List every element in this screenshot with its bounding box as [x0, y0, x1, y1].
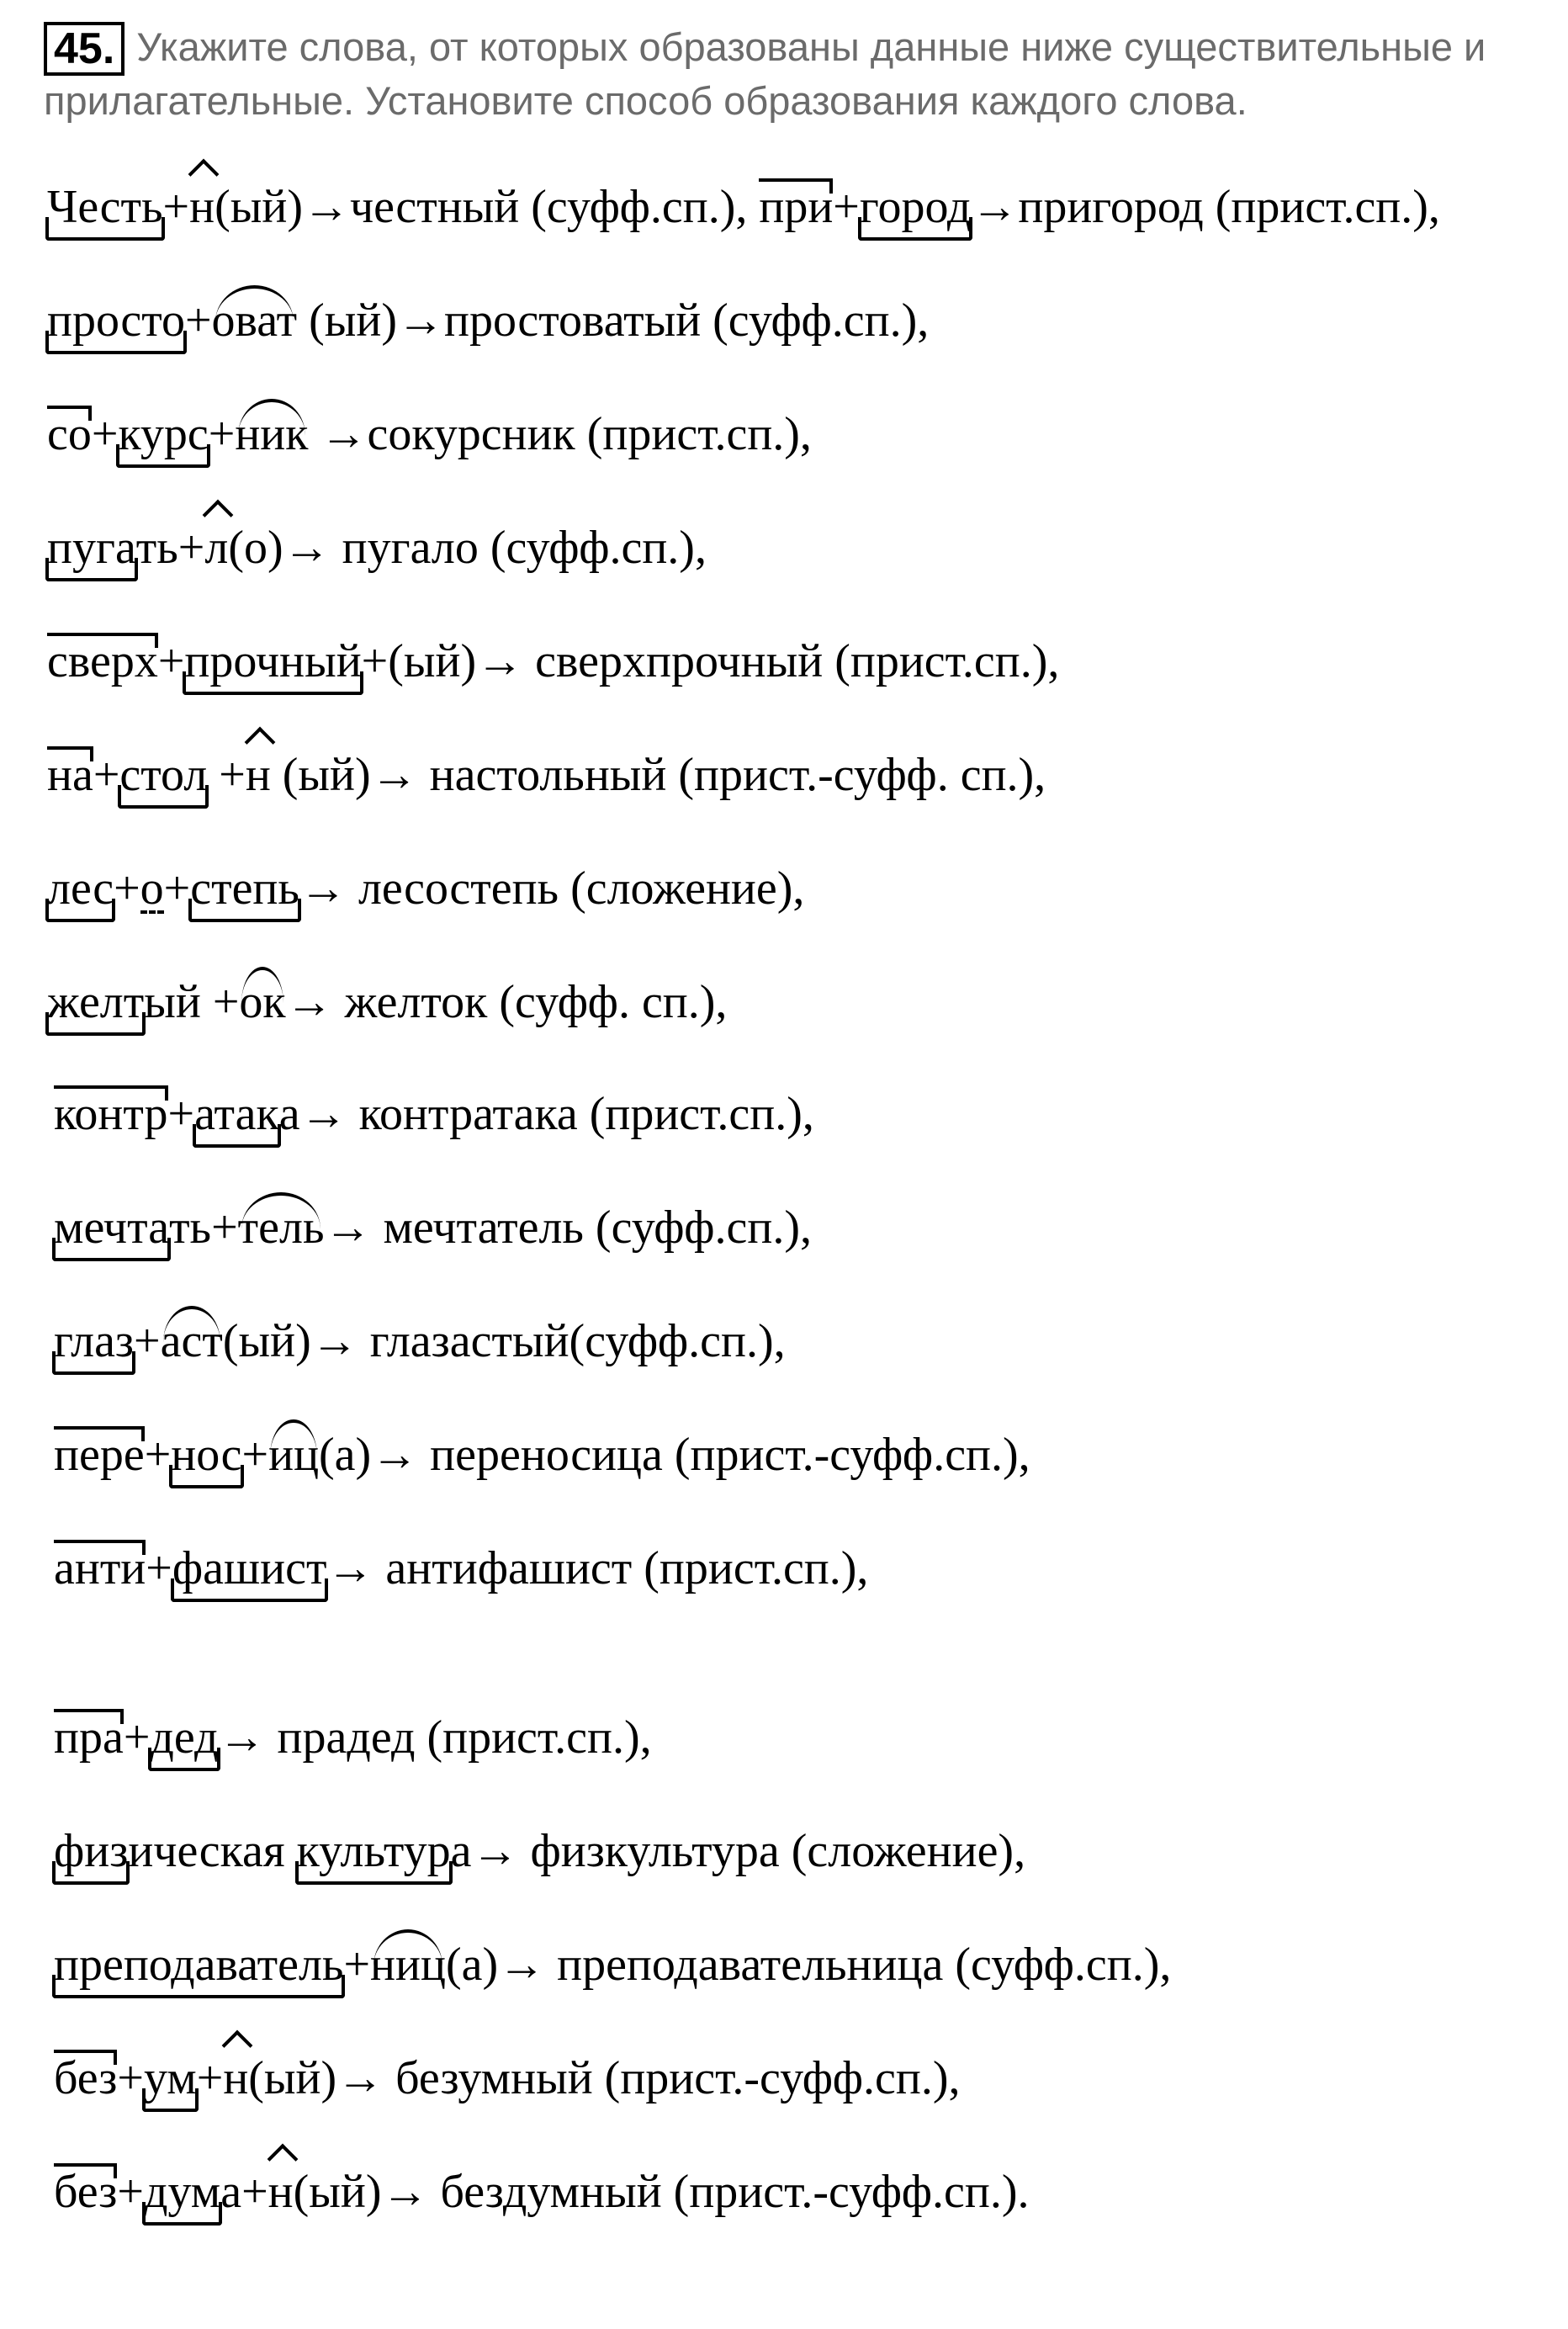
prefix: сверх	[47, 635, 158, 687]
suffix: ник	[235, 408, 309, 460]
root: стол	[119, 749, 208, 801]
root: прочный	[184, 635, 362, 687]
root: город	[859, 181, 972, 233]
prefix: контр	[54, 1088, 168, 1140]
derivation-line-18: без+дума+н(ый)→ бездумный (прист.-суфф.сп.).	[54, 2166, 1030, 2218]
prefix: пра	[54, 1711, 124, 1764]
derivation-line-9: контр+атака→ контратака (прист.сп.),	[54, 1088, 814, 1140]
root: атак	[194, 1088, 279, 1140]
suffix: оват	[211, 294, 298, 347]
suffix: ниц	[370, 1939, 446, 1991]
derivation-line-1: Честь+н(ый)→честный (суфф.сп.), при+город→пригород (прист.сп.),	[47, 181, 1440, 233]
root: глаз	[54, 1315, 135, 1367]
derivation-line-13: анти+фашист→ антифашист (прист.сп.),	[54, 1542, 869, 1594]
root: дум	[144, 2166, 221, 2218]
root: степь	[190, 862, 299, 915]
derivation-line-15: физическая культура→ физкультура (сложение),	[54, 1825, 1026, 1877]
root: желт	[47, 976, 145, 1028]
task-number: 45.	[44, 22, 124, 76]
root: фашист	[172, 1542, 327, 1594]
prefix: без	[54, 2166, 118, 2218]
root: физ	[54, 1825, 129, 1877]
root: лес	[47, 862, 114, 915]
derivation-line-10: мечтать+тель→ мечтатель (суфф.сп.),	[54, 1202, 813, 1254]
derivation-line-4: пугать+л(о)→ пугало (суфф.сп.),	[47, 522, 707, 574]
derivation-line-3: со+курс+ник →сокурсник (прист.сп.),	[47, 408, 812, 460]
derivation-line-2: просто+оват (ый)→простоватый (суфф.сп.),	[47, 294, 930, 347]
suffix: н	[245, 749, 271, 801]
task-header	[44, 22, 1541, 125]
suffix: тель	[237, 1202, 325, 1254]
prefix: пере	[54, 1429, 145, 1481]
derivation-line-11: глаз+аст(ый)→ глазастый(суфф.сп.),	[54, 1315, 786, 1367]
root: курс	[118, 408, 209, 460]
suffix: л	[204, 522, 229, 574]
root: дед	[150, 1711, 219, 1764]
derivation-line-14: пра+дед→ прадед (прист.сп.),	[54, 1711, 652, 1764]
root: нос	[171, 1429, 242, 1481]
suffix: н	[268, 2166, 294, 2218]
suffix: аст	[160, 1315, 223, 1367]
suffix: иц	[268, 1429, 320, 1481]
root: преподаватель	[54, 1939, 344, 1991]
suffix: ок	[239, 976, 286, 1028]
linking-vowel: о	[140, 862, 164, 915]
root: пуга	[47, 522, 136, 574]
derivation-line-7: лес+о+степь→ лесостепь (сложение),	[47, 862, 805, 915]
prefix: анти	[54, 1542, 146, 1594]
suffix: н	[223, 2052, 249, 2104]
derivation-line-12: пере+нос+иц(а)→ переносица (прист.-суфф.сп.),	[54, 1429, 1030, 1481]
root: ум	[144, 2052, 197, 2104]
derivation-line-8: желтый +ок→ желток (суфф. сп.),	[47, 976, 728, 1028]
prefix: без	[54, 2052, 118, 2104]
prefix: со	[47, 408, 92, 460]
root: просто	[47, 294, 185, 347]
derivation-line-6: на+стол +н (ый)→ настольный (прист.-суфф. сп.),	[47, 749, 1046, 801]
suffix: н	[189, 181, 215, 233]
prefix: при	[759, 181, 834, 233]
prefix: на	[47, 749, 93, 801]
root: мечта	[54, 1202, 170, 1254]
derivation-line-5: сверх+прочный+(ый)→ сверхпрочный (прист.сп.),	[47, 635, 1060, 687]
root: культур	[296, 1825, 451, 1877]
root: Честь	[47, 181, 163, 233]
task-text: Укажите слова, от которых образованы данные ниже существительные и прилагательные. Установите способ образования каждого слова.	[44, 24, 1486, 123]
derivation-line-17: без+ум+н(ый)→ безумный (прист.-суфф.сп.),	[54, 2052, 961, 2104]
derivation-line-16: преподаватель+ниц(а)→ преподавательница (суфф.сп.),	[54, 1939, 1172, 1991]
